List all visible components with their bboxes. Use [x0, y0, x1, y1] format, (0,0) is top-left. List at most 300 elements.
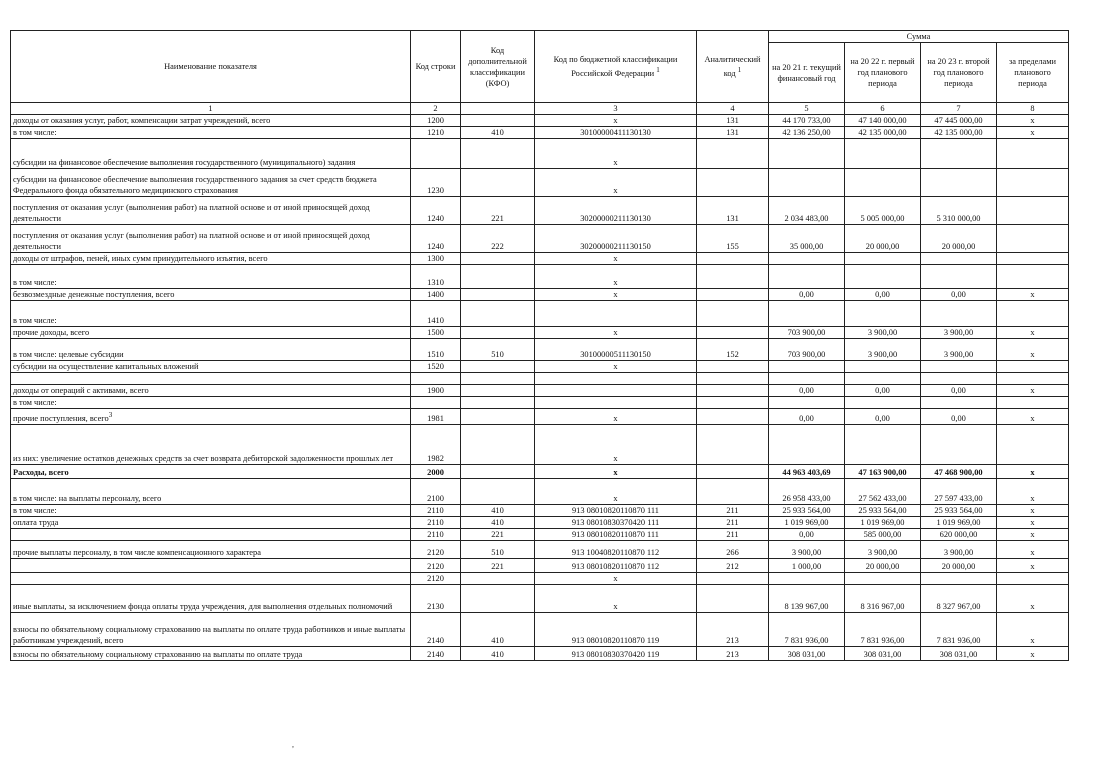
row-sum-beyond: x	[997, 479, 1069, 505]
row-sum-year-1: 8 139 967,00	[769, 585, 845, 613]
row-sum-year-1	[769, 361, 845, 373]
row-sum-beyond: x	[997, 517, 1069, 529]
row-sum-year-2: 1 019 969,00	[845, 517, 921, 529]
row-kfo: 410	[461, 613, 535, 647]
table-row	[11, 505, 1069, 517]
row-analytic-code	[697, 409, 769, 425]
row-bk-code: x	[535, 409, 697, 425]
row-sum-beyond: x	[997, 289, 1069, 301]
row-kfo	[461, 327, 535, 339]
row-name-text: поступления от оказания услуг (выполнения работ) на платной основе и от иной приносящей доход деятельности	[13, 203, 370, 223]
table-row	[11, 139, 1069, 169]
row-sum-year-3: 0,00	[921, 409, 997, 425]
row-sum-beyond: x	[997, 409, 1069, 425]
table-row	[11, 289, 1069, 301]
row-kfo: 410	[461, 127, 535, 139]
row-analytic-code: 211	[697, 529, 769, 541]
row-code: 2140	[411, 613, 461, 647]
row-name-text: взносы по обязательному социальному страхованию на выплаты по оплате труда	[13, 650, 303, 659]
row-kfo: 410	[461, 517, 535, 529]
row-sum-year-1: 25 933 564,00	[769, 505, 845, 517]
row-sum-year-3: 47 445 000,00	[921, 115, 997, 127]
row-sum-year-2	[845, 301, 921, 327]
row-analytic-code: 131	[697, 197, 769, 225]
row-sum-year-1: 1 000,00	[769, 559, 845, 573]
row-sum-beyond	[997, 373, 1069, 385]
row-code: 2110	[411, 529, 461, 541]
row-sum-year-3	[921, 139, 997, 169]
row-analytic-code: 155	[697, 225, 769, 253]
row-kfo	[461, 465, 535, 479]
row-name	[11, 139, 411, 169]
row-name	[11, 127, 411, 139]
row-name-text: в том числе: целевые субсидии	[13, 350, 124, 359]
table-row	[11, 327, 1069, 339]
row-code: 1500	[411, 327, 461, 339]
row-sum-year-3: 20 000,00	[921, 225, 997, 253]
row-name	[11, 409, 411, 425]
row-sum-year-1	[769, 169, 845, 197]
row-sum-year-3: 7 831 936,00	[921, 613, 997, 647]
row-sum-year-3: 3 900,00	[921, 327, 997, 339]
col-header-bk	[535, 31, 697, 103]
row-code: 2120	[411, 541, 461, 559]
row-sum-beyond: x	[997, 585, 1069, 613]
row-bk-code: x	[535, 253, 697, 265]
row-name-text: в том числе:	[13, 128, 57, 137]
row-sum-year-2: 3 900,00	[845, 541, 921, 559]
row-bk-code: x	[535, 361, 697, 373]
row-sum-year-3	[921, 397, 997, 409]
row-code: 1200	[411, 115, 461, 127]
row-bk-code	[535, 373, 697, 385]
analytic-label: Аналитический код	[704, 55, 761, 78]
row-name	[11, 169, 411, 197]
row-name	[11, 289, 411, 301]
table-row	[11, 541, 1069, 559]
col-header-sum: Сумма	[769, 31, 1069, 43]
row-analytic-code	[697, 425, 769, 465]
row-name-text: доходы от штрафов, пеней, иных сумм принудительного изъятия, всего	[13, 254, 268, 263]
row-name-text: прочие выплаты персоналу, в том числе компенсационного характера	[13, 548, 261, 557]
analytic-footnote: 1	[737, 66, 742, 75]
row-code: 2110	[411, 517, 461, 529]
row-name	[11, 425, 411, 465]
col-num: 1	[11, 103, 411, 115]
row-kfo	[461, 139, 535, 169]
col-num	[461, 103, 535, 115]
row-analytic-code	[697, 301, 769, 327]
table-row	[11, 647, 1069, 661]
column-number-row	[11, 103, 1069, 115]
row-name-text: безвозмездные денежные поступления, всего	[13, 290, 175, 299]
row-name	[11, 225, 411, 253]
table-row	[11, 425, 1069, 465]
row-name-text: в том числе: на выплаты персоналу, всего	[13, 494, 162, 503]
row-sum-year-2: 20 000,00	[845, 559, 921, 573]
row-name	[11, 301, 411, 327]
row-name	[11, 115, 411, 127]
row-bk-code: 913 08010830370420 111	[535, 517, 697, 529]
row-sum-beyond	[997, 139, 1069, 169]
row-sum-beyond	[997, 361, 1069, 373]
row-sum-year-1: 7 831 936,00	[769, 613, 845, 647]
row-sum-year-3: 1 019 969,00	[921, 517, 997, 529]
col-num: 3	[535, 103, 697, 115]
row-name	[11, 517, 411, 529]
row-sum-year-3: 47 468 900,00	[921, 465, 997, 479]
row-analytic-code: 212	[697, 559, 769, 573]
row-name	[11, 397, 411, 409]
row-name	[11, 327, 411, 339]
table-row	[11, 253, 1069, 265]
row-sum-year-1: 0,00	[769, 529, 845, 541]
row-sum-year-1: 703 900,00	[769, 339, 845, 361]
table-row	[11, 529, 1069, 541]
table-row	[11, 265, 1069, 289]
row-bk-code: x	[535, 465, 697, 479]
row-bk-code: 913 08010820110870 112	[535, 559, 697, 573]
row-sum-beyond: x	[997, 541, 1069, 559]
row-kfo: 410	[461, 647, 535, 661]
row-sum-year-1: 308 031,00	[769, 647, 845, 661]
row-analytic-code: 213	[697, 613, 769, 647]
row-sum-year-1: 26 958 433,00	[769, 479, 845, 505]
row-bk-code: x	[535, 573, 697, 585]
row-code: 1300	[411, 253, 461, 265]
row-sum-year-2: 25 933 564,00	[845, 505, 921, 517]
row-sum-year-1	[769, 301, 845, 327]
row-analytic-code	[697, 169, 769, 197]
row-kfo	[461, 479, 535, 505]
row-name	[11, 479, 411, 505]
row-name	[11, 647, 411, 661]
row-kfo	[461, 361, 535, 373]
row-kfo	[461, 409, 535, 425]
row-code: 1510	[411, 339, 461, 361]
row-kfo	[461, 373, 535, 385]
row-sum-year-3: 42 135 000,00	[921, 127, 997, 139]
row-code: 1240	[411, 225, 461, 253]
row-bk-code	[535, 397, 697, 409]
bk-footnote: 1	[656, 66, 660, 75]
row-code: 2120	[411, 573, 461, 585]
row-sum-year-1: 35 000,00	[769, 225, 845, 253]
row-sum-year-3: 8 327 967,00	[921, 585, 997, 613]
row-sum-year-3	[921, 373, 997, 385]
row-code	[411, 397, 461, 409]
row-name-text: прочие поступления, всего	[13, 414, 109, 423]
row-bk-code: 30200000211130130	[535, 197, 697, 225]
row-sum-year-3: 25 933 564,00	[921, 505, 997, 517]
table-row	[11, 397, 1069, 409]
col-num: 8	[997, 103, 1069, 115]
row-sum-year-2: 27 562 433,00	[845, 479, 921, 505]
row-code: 2000	[411, 465, 461, 479]
col-num: 7	[921, 103, 997, 115]
table-row	[11, 479, 1069, 505]
row-sum-beyond	[997, 197, 1069, 225]
row-bk-code: x	[535, 265, 697, 289]
row-analytic-code	[697, 373, 769, 385]
row-bk-code: x	[535, 139, 697, 169]
row-code: 2120	[411, 559, 461, 573]
col-header-beyond: за пределами планового периода	[997, 43, 1069, 103]
row-name-text: оплата труда	[13, 518, 59, 527]
row-kfo	[461, 385, 535, 397]
row-sum-year-3: 5 310 000,00	[921, 197, 997, 225]
col-num: 4	[697, 103, 769, 115]
row-bk-code: 913 08010820110870 119	[535, 613, 697, 647]
row-sum-year-3: 0,00	[921, 289, 997, 301]
row-sum-year-3: 3 900,00	[921, 541, 997, 559]
row-analytic-code	[697, 585, 769, 613]
row-kfo: 410	[461, 505, 535, 517]
row-name-text: прочие доходы, всего	[13, 328, 90, 337]
row-sum-year-2	[845, 573, 921, 585]
row-sum-beyond: x	[997, 465, 1069, 479]
row-sum-year-2: 308 031,00	[845, 647, 921, 661]
row-sum-beyond: x	[997, 647, 1069, 661]
row-code: 2100	[411, 479, 461, 505]
col-header-year-1: на 20 21 г. текущий финансовый год	[769, 43, 845, 103]
row-sum-year-1	[769, 265, 845, 289]
row-analytic-code: 131	[697, 115, 769, 127]
col-num: 5	[769, 103, 845, 115]
row-sum-year-2: 47 163 900,00	[845, 465, 921, 479]
row-code: 2130	[411, 585, 461, 613]
row-sum-year-2	[845, 169, 921, 197]
row-kfo	[461, 169, 535, 197]
row-analytic-code	[697, 253, 769, 265]
row-analytic-code	[697, 327, 769, 339]
table-row	[11, 225, 1069, 253]
row-bk-code: 913 08010820110870 111	[535, 529, 697, 541]
row-name	[11, 339, 411, 361]
row-sum-beyond	[997, 265, 1069, 289]
row-sum-year-2	[845, 373, 921, 385]
row-name-text: доходы от оказания услуг, работ, компенсации затрат учреждений, всего	[13, 116, 271, 125]
row-sum-year-3	[921, 253, 997, 265]
row-analytic-code	[697, 385, 769, 397]
row-sum-year-2	[845, 265, 921, 289]
col-header-year-3: на 20 23 г. второй год планового периода	[921, 43, 997, 103]
row-name-text: в том числе:	[13, 278, 57, 287]
row-sum-year-3	[921, 573, 997, 585]
row-sum-beyond: x	[997, 327, 1069, 339]
row-sum-year-2	[845, 425, 921, 465]
table-row	[11, 197, 1069, 225]
table-row	[11, 409, 1069, 425]
row-bk-code: x	[535, 169, 697, 197]
row-bk-code: x	[535, 289, 697, 301]
row-bk-code: 30100000511130150	[535, 339, 697, 361]
row-name-text: доходы от операций с активами, всего	[13, 386, 149, 395]
row-sum-year-2	[845, 397, 921, 409]
col-num: 2	[411, 103, 461, 115]
col-header-year-2: на 20 22 г. первый год планового периода	[845, 43, 921, 103]
table-row	[11, 301, 1069, 327]
row-kfo: 221	[461, 559, 535, 573]
table-row	[11, 385, 1069, 397]
row-name	[11, 385, 411, 397]
row-code	[411, 373, 461, 385]
table-body	[11, 115, 1069, 661]
row-bk-code: x	[535, 479, 697, 505]
row-name	[11, 361, 411, 373]
row-analytic-code	[697, 465, 769, 479]
row-code: 1520	[411, 361, 461, 373]
row-analytic-code: 211	[697, 517, 769, 529]
row-sum-year-3: 308 031,00	[921, 647, 997, 661]
row-sum-year-1	[769, 573, 845, 585]
row-sum-year-3: 3 900,00	[921, 339, 997, 361]
row-kfo: 510	[461, 339, 535, 361]
row-analytic-code	[697, 479, 769, 505]
row-sum-year-1: 0,00	[769, 409, 845, 425]
row-name	[11, 559, 411, 573]
row-name-text: Расходы, всего	[13, 468, 69, 477]
row-sum-year-1: 2 034 483,00	[769, 197, 845, 225]
row-sum-year-2: 8 316 967,00	[845, 585, 921, 613]
row-kfo: 221	[461, 529, 535, 541]
row-analytic-code	[697, 139, 769, 169]
row-sum-year-1	[769, 425, 845, 465]
row-bk-code: 30200000211130150	[535, 225, 697, 253]
row-kfo	[461, 573, 535, 585]
row-code: 2110	[411, 505, 461, 517]
row-kfo	[461, 301, 535, 327]
table-row	[11, 585, 1069, 613]
col-header-row-code: Код строки	[411, 31, 461, 103]
page-mark: ,	[292, 740, 294, 749]
row-bk-code: x	[535, 585, 697, 613]
row-code: 1400	[411, 289, 461, 301]
row-analytic-code	[697, 361, 769, 373]
row-bk-code: x	[535, 115, 697, 127]
row-sum-beyond	[997, 169, 1069, 197]
row-name-text: в том числе:	[13, 506, 57, 515]
row-name	[11, 197, 411, 225]
row-sum-year-2: 3 900,00	[845, 327, 921, 339]
bk-label: Код по бюджетной классификации Российской Федерации	[553, 55, 678, 78]
table-row	[11, 169, 1069, 197]
row-name-text: взносы по обязательному социальному страхованию на выплаты по оплате труда работников и иные выплаты работникам учреждений, всего	[13, 625, 406, 645]
row-sum-year-3: 27 597 433,00	[921, 479, 997, 505]
row-sum-beyond: x	[997, 613, 1069, 647]
row-code: 1982	[411, 425, 461, 465]
row-name	[11, 529, 411, 541]
row-kfo	[461, 253, 535, 265]
row-name-text: субсидии на финансовое обеспечение выполнения государственного задания за счет средств бюджета Федерального фонда обязательного медицинского страхования	[13, 175, 377, 195]
row-sum-beyond: x	[997, 505, 1069, 517]
row-kfo	[461, 425, 535, 465]
row-kfo	[461, 397, 535, 409]
table-row	[11, 115, 1069, 127]
row-analytic-code	[697, 397, 769, 409]
table-row	[11, 613, 1069, 647]
row-code	[411, 139, 461, 169]
row-sum-beyond	[997, 425, 1069, 465]
row-name	[11, 505, 411, 517]
col-header-analytic	[697, 31, 769, 103]
row-sum-beyond: x	[997, 385, 1069, 397]
row-bk-code	[535, 385, 697, 397]
row-name	[11, 465, 411, 479]
row-bk-code: 913 10040820110870 112	[535, 541, 697, 559]
row-code: 1230	[411, 169, 461, 197]
row-code: 1981	[411, 409, 461, 425]
row-sum-beyond: x	[997, 115, 1069, 127]
row-sum-year-1: 0,00	[769, 385, 845, 397]
row-sum-year-1	[769, 253, 845, 265]
row-sum-year-3	[921, 169, 997, 197]
row-name-footnote: 3	[108, 411, 113, 420]
row-sum-year-2: 3 900,00	[845, 339, 921, 361]
row-name-text: субсидии на осуществление капитальных вложений	[13, 362, 199, 371]
row-sum-year-1: 0,00	[769, 289, 845, 301]
row-sum-year-2: 585 000,00	[845, 529, 921, 541]
row-kfo	[461, 115, 535, 127]
row-analytic-code: 211	[697, 505, 769, 517]
row-name-text: иные выплаты, за исключением фонда оплаты труда учреждения, для выполнения отдельных полномочий	[13, 602, 393, 611]
row-sum-year-2: 0,00	[845, 409, 921, 425]
row-sum-beyond: x	[997, 339, 1069, 361]
row-analytic-code: 131	[697, 127, 769, 139]
row-name-text: в том числе:	[13, 316, 57, 325]
row-name	[11, 541, 411, 559]
row-sum-year-1: 44 170 733,00	[769, 115, 845, 127]
row-bk-code: x	[535, 327, 697, 339]
row-name	[11, 573, 411, 585]
row-kfo: 510	[461, 541, 535, 559]
budget-plan-sheet	[10, 30, 1069, 661]
row-analytic-code	[697, 265, 769, 289]
row-sum-year-2: 0,00	[845, 385, 921, 397]
table-row	[11, 127, 1069, 139]
row-sum-year-2: 20 000,00	[845, 225, 921, 253]
row-code: 1210	[411, 127, 461, 139]
row-sum-year-2: 7 831 936,00	[845, 613, 921, 647]
row-sum-beyond	[997, 225, 1069, 253]
row-sum-beyond	[997, 253, 1069, 265]
row-sum-beyond: x	[997, 559, 1069, 573]
row-analytic-code: 152	[697, 339, 769, 361]
row-bk-code	[535, 301, 697, 327]
col-header-kfo: Код дополнительной классификации (КФО)	[461, 31, 535, 103]
row-name-text: субсидии на финансовое обеспечение выполнения государственного (муниципального) задания	[13, 158, 356, 167]
row-name	[11, 265, 411, 289]
col-header-name: Наименование показателя	[11, 31, 411, 103]
row-name	[11, 585, 411, 613]
table-row	[11, 559, 1069, 573]
row-sum-year-1: 44 963 403,69	[769, 465, 845, 479]
row-sum-year-1: 1 019 969,00	[769, 517, 845, 529]
row-sum-year-3: 620 000,00	[921, 529, 997, 541]
row-analytic-code	[697, 573, 769, 585]
row-code: 1240	[411, 197, 461, 225]
row-name-text: из них: увеличение остатков денежных средств за счет возврата дебиторской задолженности прошлых лет	[13, 454, 394, 463]
row-sum-year-2	[845, 139, 921, 169]
income-expense-table	[10, 30, 1069, 661]
row-kfo	[461, 265, 535, 289]
row-sum-year-3	[921, 361, 997, 373]
row-sum-year-1	[769, 397, 845, 409]
row-sum-year-2	[845, 361, 921, 373]
col-num: 6	[845, 103, 921, 115]
row-sum-year-3: 20 000,00	[921, 559, 997, 573]
row-sum-beyond	[997, 301, 1069, 327]
